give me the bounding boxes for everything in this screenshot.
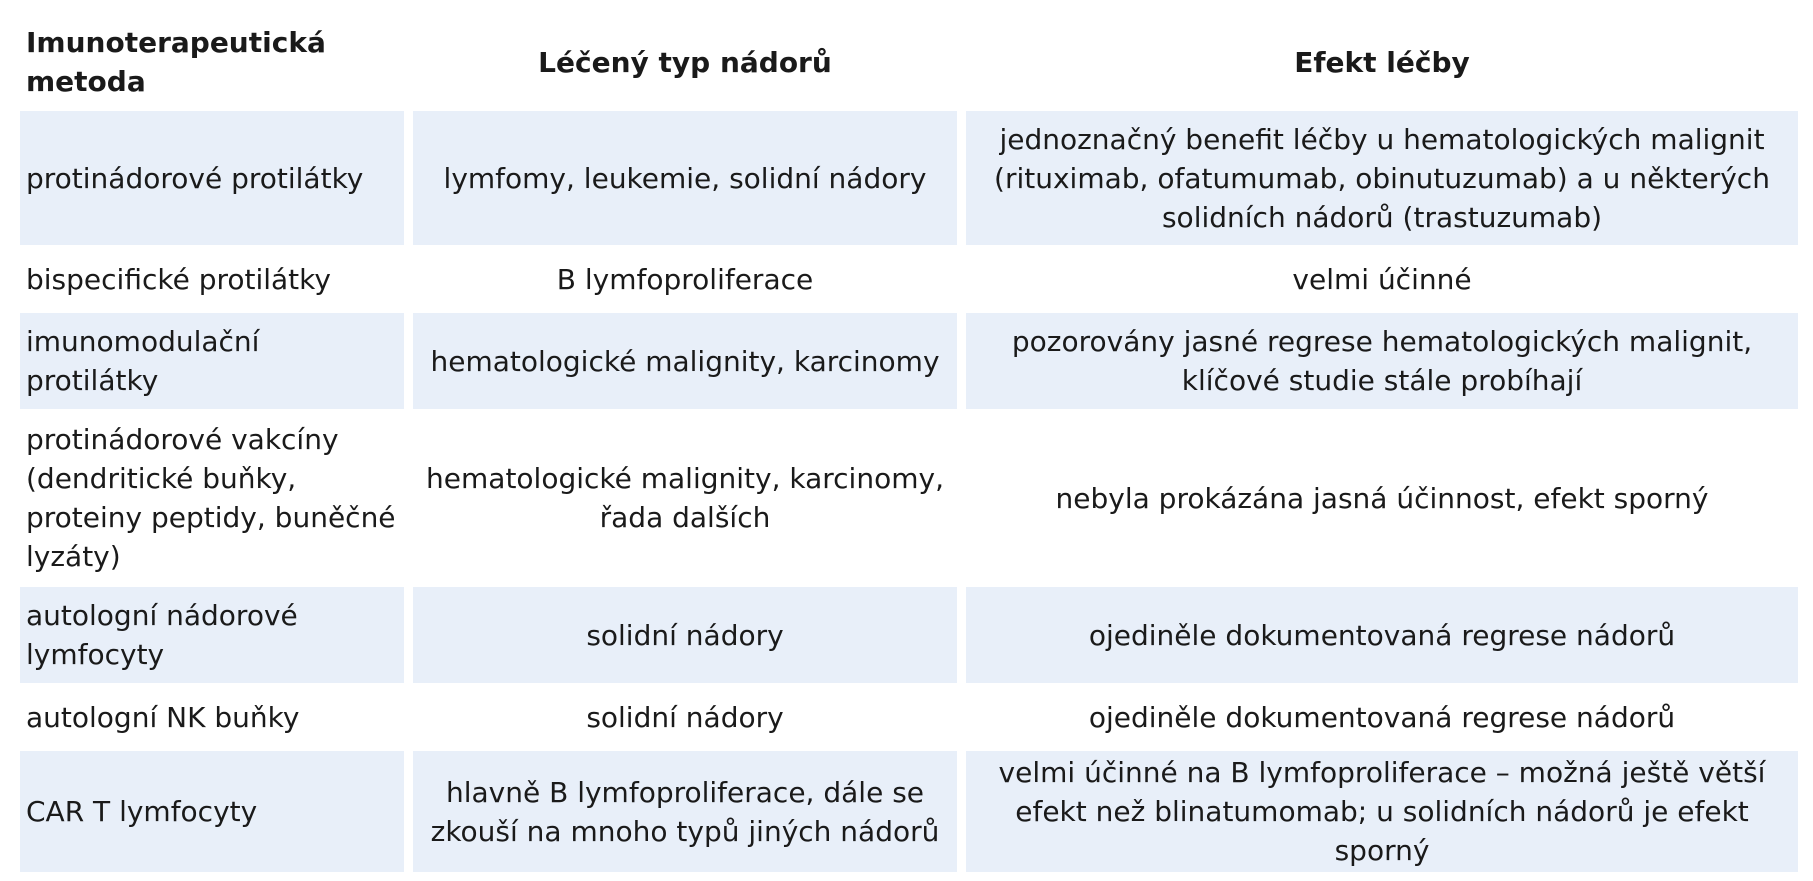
table-row bbox=[20, 254, 1798, 304]
header-tumor-type: Léčený typ nádorů bbox=[413, 14, 957, 102]
cell-method: CAR T lymfocyty bbox=[20, 751, 404, 872]
cell-effect: ojediněle dokumentovaná regrese nádorů bbox=[966, 587, 1798, 683]
header-method: Imunoterapeutická metoda bbox=[20, 14, 404, 102]
cell-effect: pozorovány jasné regrese hematologických malignit, klíčové studie stále probíhají bbox=[966, 313, 1798, 409]
cell-effect: nebyla prokázána jasná účinnost, efekt sporný bbox=[966, 418, 1798, 578]
cell-tumor-type: hematologické malignity, karcinomy, řada dalších bbox=[413, 418, 957, 578]
cell-method: protinádorové vakcíny (dendritické buňky, proteiny peptidy, buněčné lyzáty) bbox=[20, 418, 404, 578]
cell-method: autologní NK buňky bbox=[20, 692, 404, 742]
cell-effect: jednoznačný benefit léčby u hematologických malignit (rituximab, ofatumumab, obinutuzumab) a u některých solidních nádorů (trastuzumab) bbox=[966, 111, 1798, 245]
cell-tumor-type: lymfomy, leukemie, solidní nádory bbox=[413, 111, 957, 245]
table-header-row bbox=[20, 14, 1798, 102]
cell-tumor-type: hematologické malignity, karcinomy bbox=[413, 313, 957, 409]
table-row bbox=[20, 587, 1798, 683]
cell-tumor-type: solidní nádory bbox=[413, 692, 957, 742]
cell-tumor-type: B lymfoproliferace bbox=[413, 254, 957, 304]
cell-tumor-type: solidní nádory bbox=[413, 587, 957, 683]
table-row bbox=[20, 418, 1798, 578]
table-row bbox=[20, 692, 1798, 742]
cell-tumor-type: hlavně B lymfoproliferace, dále se zkouší na mnoho typů jiných nádorů bbox=[413, 751, 957, 872]
cell-method: autologní nádorové lymfocyty bbox=[20, 587, 404, 683]
table-row bbox=[20, 313, 1798, 409]
header-effect: Efekt léčby bbox=[966, 14, 1798, 102]
cell-method: protinádorové protilátky bbox=[20, 111, 404, 245]
table-row bbox=[20, 111, 1798, 245]
cell-effect: velmi účinné na B lymfoproliferace – možná ještě větší efekt než blinatumomab; u solidních nádorů je efekt sporný bbox=[966, 751, 1798, 872]
cell-effect: velmi účinné bbox=[966, 254, 1798, 304]
table-row bbox=[20, 751, 1798, 872]
cell-method: imunomodulační protilátky bbox=[20, 313, 404, 409]
cell-method: bispecifické protilátky bbox=[20, 254, 404, 304]
immunotherapy-table bbox=[11, 5, 1807, 881]
cell-effect: ojediněle dokumentovaná regrese nádorů bbox=[966, 692, 1798, 742]
